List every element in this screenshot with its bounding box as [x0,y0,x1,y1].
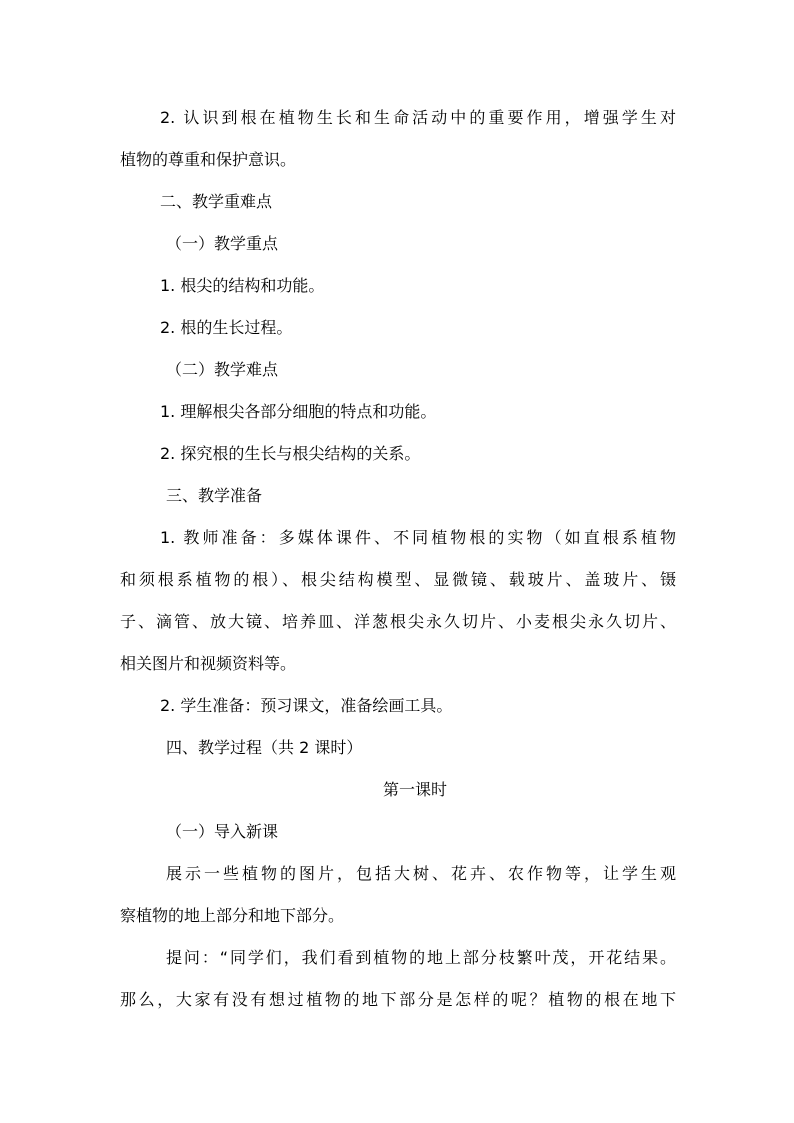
list-item: 1. 理解根尖各部分细胞的特点和功能。 [160,402,437,421]
paragraph-line: 和须根系植物的根）、根尖结构模型、显微镜、载玻片、盖玻片、镊 [120,570,676,589]
paragraph-line: 提问：“同学们，我们看到植物的地上部分枝繁叶茂，开花结果。 [166,948,676,967]
subsection-heading: （二）教学难点 [166,360,279,379]
paragraph-line: 1. 教师准备：多媒体课件、不同植物根的实物（如直根系植物 [160,528,676,547]
paragraph-line: 察植物的地上部分和地下部分。 [120,906,345,925]
paragraph-line: 相关图片和视频资料等。 [120,654,297,673]
section-heading: 二、教学重难点 [160,192,273,211]
paragraph-line: 展示一些植物的图片，包括大树、花卉、农作物等，让学生观 [166,864,676,883]
paragraph-line: 植物的尊重和保护意识。 [120,150,297,169]
paragraph-line: 2. 认识到根在植物生长和生命活动中的重要作用，增强学生对 [160,108,676,127]
subsection-heading: （一）导入新课 [166,822,279,841]
section-heading: 四、教学过程（共 2 课时） [166,738,363,757]
list-item: 1. 根尖的结构和功能。 [160,276,325,295]
paragraph-line: 子、滴管、放大镜、培养皿、洋葱根尖永久切片、小麦根尖永久切片、 [120,612,676,631]
lesson-title: 第一课时 [382,780,447,799]
list-item: 2. 探究根的生长与根尖结构的关系。 [160,444,421,463]
list-item: 2. 学生准备：预习课文，准备绘画工具。 [160,696,453,715]
subsection-heading: （一）教学重点 [166,234,279,253]
paragraph-line: 那么，大家有没有想过植物的地下部分是怎样的呢？植物的根在地下 [120,990,676,1009]
list-item: 2. 根的生长过程。 [160,318,293,337]
section-heading: 三、教学准备 [166,486,263,505]
